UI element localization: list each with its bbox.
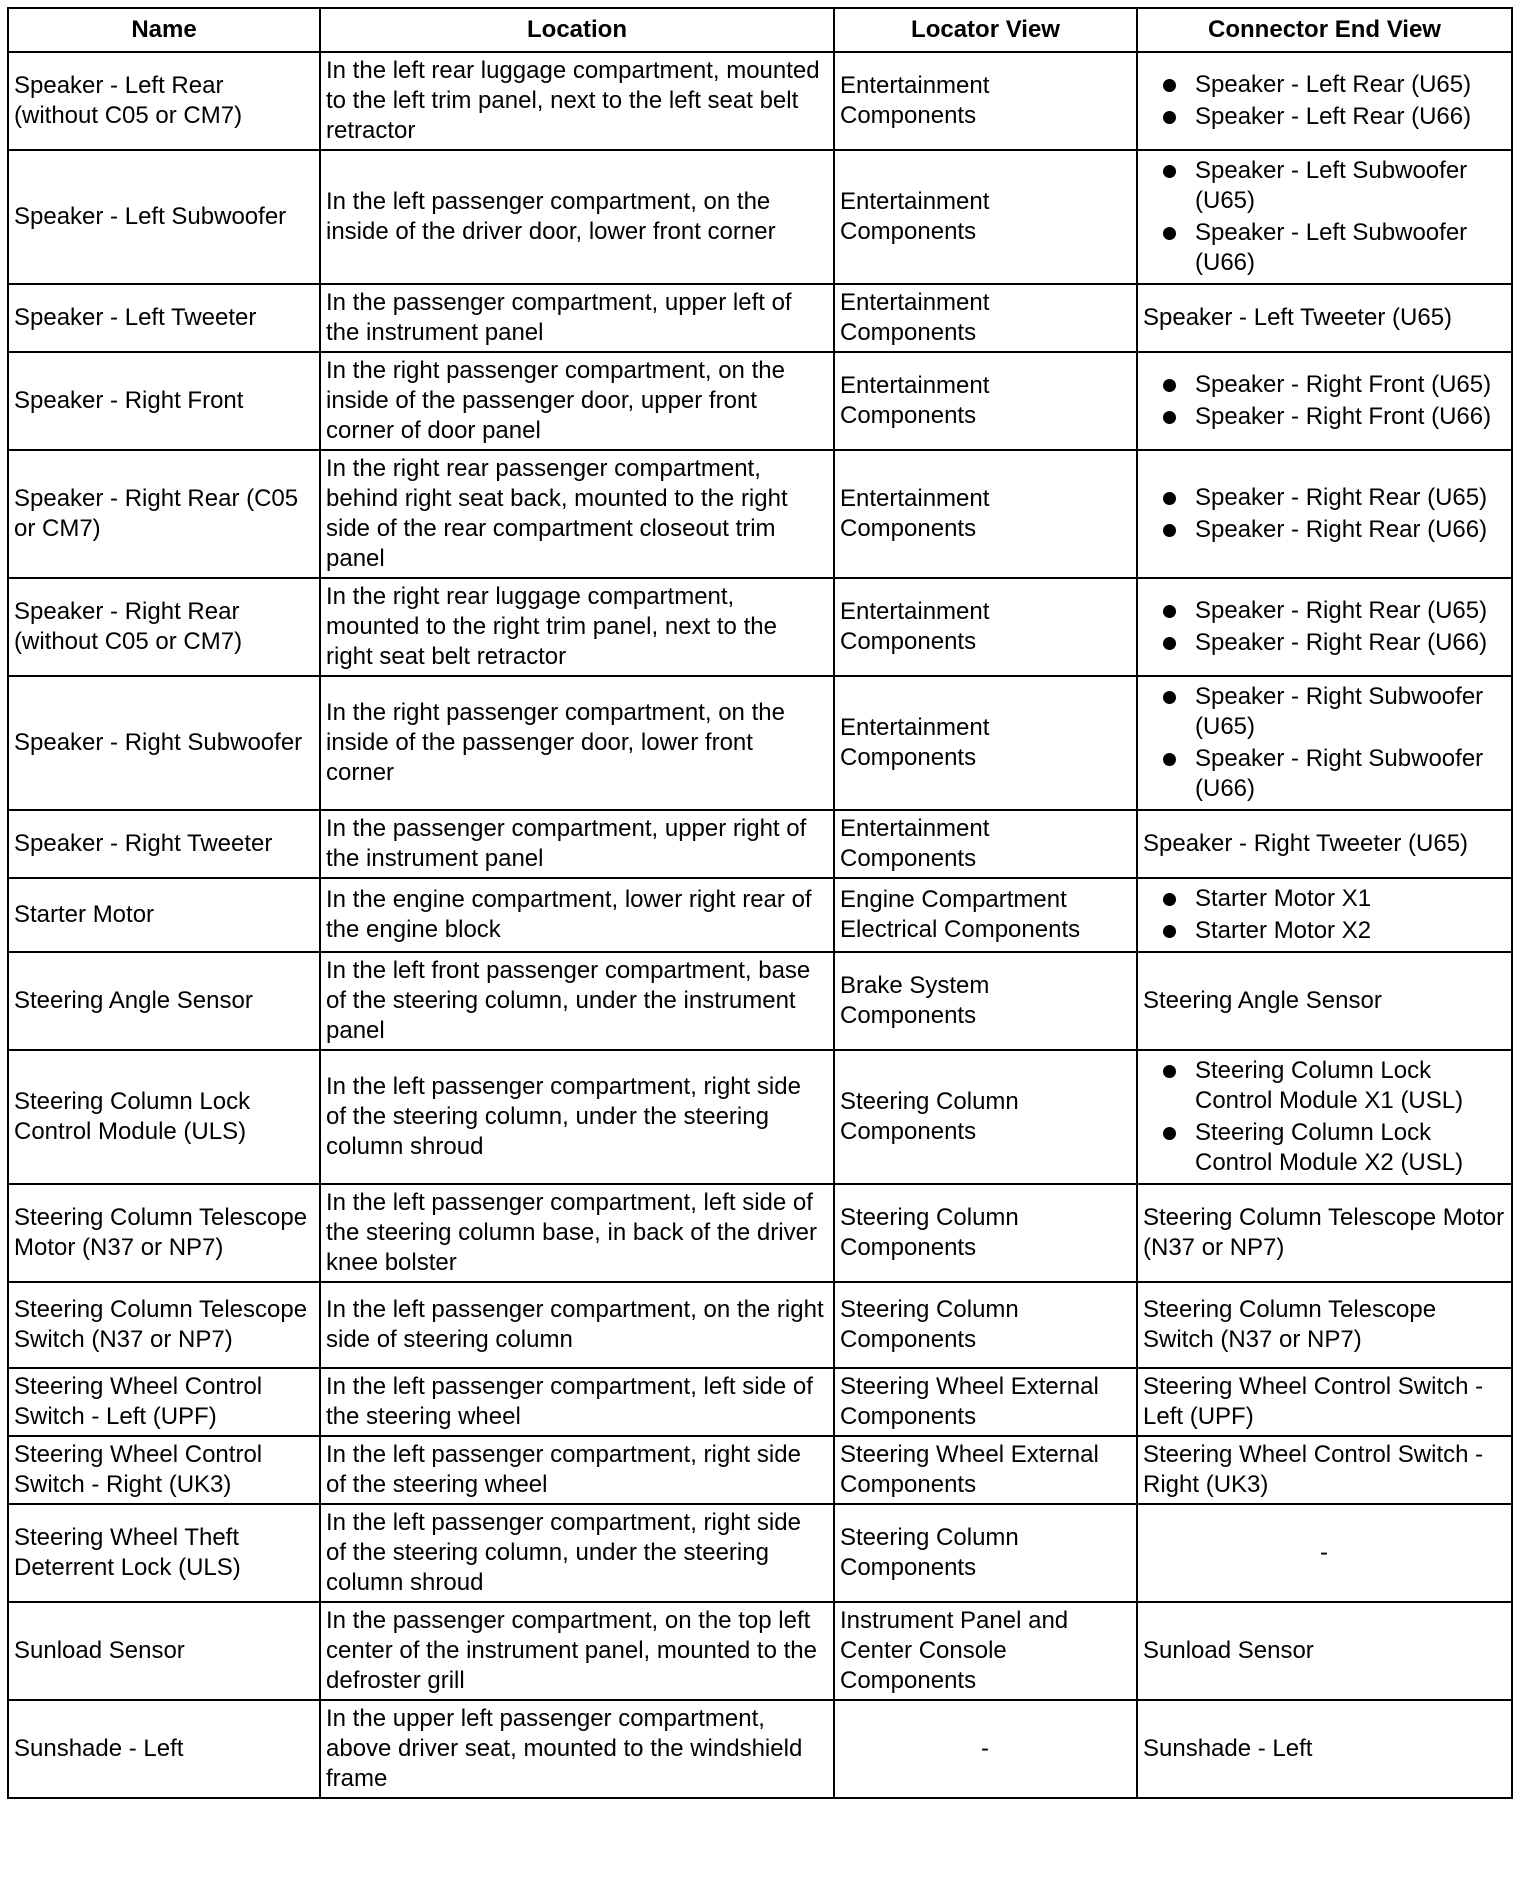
bullet-icon (1163, 925, 1176, 938)
table-row (8, 284, 1512, 352)
cell-name: Speaker - Right Rear (without C05 or CM7) (8, 578, 320, 676)
cell-location: In the right rear passenger compartment, behind right seat back, mounted to the right side of the rear compartment closeout trim panel (320, 450, 834, 578)
cell-location: In the left passenger compartment, left side of the steering column base, in back of the driver knee bolster (320, 1184, 834, 1282)
cell-name: Speaker - Left Subwoofer (8, 150, 320, 284)
connector-list-item (1143, 628, 1505, 658)
bullet-icon (1163, 637, 1176, 650)
cell-locator-view: Steering Wheel External Components (834, 1368, 1137, 1436)
connector-list-item-label: Speaker - Right Rear (U66) (1195, 516, 1488, 543)
cell-name: Speaker - Right Rear (C05 or CM7) (8, 450, 320, 578)
cell-connector-end-view (1137, 878, 1512, 952)
cell-connector-end-view: Sunload Sensor (1137, 1602, 1512, 1700)
table-row (8, 1184, 1512, 1282)
cell-name: Speaker - Right Front (8, 352, 320, 450)
table-row (8, 810, 1512, 878)
connector-list-item (1143, 916, 1505, 946)
cell-connector-end-view (1137, 1050, 1512, 1184)
bullet-icon (1163, 227, 1176, 240)
cell-location: In the left front passenger compartment, base of the steering column, under the instrument panel (320, 952, 834, 1050)
cell-connector-end-view: Speaker - Right Tweeter (U65) (1137, 810, 1512, 878)
cell-locator-view: Entertainment Components (834, 450, 1137, 578)
bullet-icon (1163, 411, 1176, 424)
component-locator-table (7, 7, 1513, 1799)
cell-name: Sunload Sensor (8, 1602, 320, 1700)
header-locator-view: Locator View (834, 8, 1137, 52)
connector-list-item-label: Speaker - Left Rear (U65) (1195, 71, 1472, 98)
connector-list-item-label: Starter Motor X2 (1195, 917, 1372, 944)
connector-list (1143, 370, 1505, 432)
connector-list (1143, 70, 1505, 132)
cell-location: In the left passenger compartment, left side of the steering wheel (320, 1368, 834, 1436)
bullet-icon (1163, 165, 1176, 178)
cell-location: In the passenger compartment, on the top left center of the instrument panel, mounted to the defroster grill (320, 1602, 834, 1700)
table-row (8, 352, 1512, 450)
cell-name: Steering Wheel Theft Deterrent Lock (ULS) (8, 1504, 320, 1602)
cell-name: Steering Column Lock Control Module (ULS) (8, 1050, 320, 1184)
connector-list (1143, 682, 1505, 804)
connector-list (1143, 596, 1505, 658)
table-row (8, 952, 1512, 1050)
connector-list-item (1143, 1118, 1505, 1178)
connector-list (1143, 156, 1505, 278)
bullet-icon (1163, 753, 1176, 766)
connector-list-item-label: Speaker - Right Rear (U65) (1195, 597, 1488, 624)
cell-location: In the right rear luggage compartment, mounted to the right trim panel, next to the right seat belt retractor (320, 578, 834, 676)
header-name: Name (8, 8, 320, 52)
bullet-icon (1163, 691, 1176, 704)
table-row (8, 578, 1512, 676)
cell-connector-end-view: Steering Angle Sensor (1137, 952, 1512, 1050)
connector-list-item (1143, 682, 1505, 742)
cell-location: In the left passenger compartment, on the inside of the driver door, lower front corner (320, 150, 834, 284)
connector-list-item (1143, 1056, 1505, 1116)
cell-locator-view: Entertainment Components (834, 578, 1137, 676)
connector-list-item (1143, 402, 1505, 432)
connector-list-item (1143, 515, 1505, 545)
table-row (8, 676, 1512, 810)
cell-locator-view: Entertainment Components (834, 352, 1137, 450)
cell-connector-end-view: - (1137, 1504, 1512, 1602)
cell-connector-end-view: Steering Wheel Control Switch - Left (UPF) (1137, 1368, 1512, 1436)
cell-connector-end-view (1137, 578, 1512, 676)
cell-name: Steering Wheel Control Switch - Left (UPF) (8, 1368, 320, 1436)
connector-list-item-label: Steering Column Lock Control Module X1 (USL) (1195, 1057, 1464, 1114)
cell-connector-end-view (1137, 450, 1512, 578)
cell-locator-view: Entertainment Components (834, 284, 1137, 352)
cell-name: Speaker - Right Tweeter (8, 810, 320, 878)
table-row (8, 52, 1512, 150)
connector-list-item (1143, 884, 1505, 914)
cell-location: In the left passenger compartment, right side of the steering column, under the steering column shroud (320, 1050, 834, 1184)
cell-location: In the engine compartment, lower right rear of the engine block (320, 878, 834, 952)
cell-locator-view: Entertainment Components (834, 52, 1137, 150)
cell-connector-end-view (1137, 150, 1512, 284)
cell-location: In the passenger compartment, upper left of the instrument panel (320, 284, 834, 352)
cell-name: Steering Column Telescope Motor (N37 or NP7) (8, 1184, 320, 1282)
table-body (8, 52, 1512, 1798)
connector-list (1143, 1056, 1505, 1178)
connector-list-item (1143, 744, 1505, 804)
table-row (8, 1504, 1512, 1602)
cell-connector-end-view (1137, 52, 1512, 150)
connector-list-item (1143, 70, 1505, 100)
bullet-icon (1163, 524, 1176, 537)
bullet-icon (1163, 492, 1176, 505)
cell-name: Steering Wheel Control Switch - Right (UK3) (8, 1436, 320, 1504)
cell-connector-end-view (1137, 676, 1512, 810)
cell-location: In the left passenger compartment, right side of the steering column, under the steering column shroud (320, 1504, 834, 1602)
bullet-icon (1163, 1127, 1176, 1140)
cell-location: In the right passenger compartment, on the inside of the passenger door, lower front corner (320, 676, 834, 810)
bullet-icon (1163, 1065, 1176, 1078)
cell-locator-view: Brake System Components (834, 952, 1137, 1050)
cell-name: Steering Column Telescope Switch (N37 or NP7) (8, 1282, 320, 1368)
cell-connector-end-view: Steering Column Telescope Switch (N37 or NP7) (1137, 1282, 1512, 1368)
connector-list-item-label: Speaker - Right Subwoofer (U66) (1195, 745, 1484, 802)
connector-list-item (1143, 102, 1505, 132)
bullet-icon (1163, 79, 1176, 92)
cell-name: Sunshade - Left (8, 1700, 320, 1798)
connector-list-item (1143, 483, 1505, 513)
table-row (8, 1700, 1512, 1798)
connector-list (1143, 483, 1505, 545)
cell-location: In the left passenger compartment, right side of the steering wheel (320, 1436, 834, 1504)
connector-list-item-label: Speaker - Left Subwoofer (U66) (1195, 219, 1468, 276)
cell-locator-view: Steering Column Components (834, 1184, 1137, 1282)
connector-list-item (1143, 596, 1505, 626)
table-row (8, 1282, 1512, 1368)
cell-location: In the passenger compartment, upper right of the instrument panel (320, 810, 834, 878)
connector-list-item-label: Steering Column Lock Control Module X2 (USL) (1195, 1119, 1464, 1176)
cell-locator-view: Instrument Panel and Center Console Components (834, 1602, 1137, 1700)
bullet-icon (1163, 893, 1176, 906)
cell-location: In the left passenger compartment, on the right side of steering column (320, 1282, 834, 1368)
cell-connector-end-view (1137, 352, 1512, 450)
cell-location: In the left rear luggage compartment, mounted to the left trim panel, next to the left seat belt retractor (320, 52, 834, 150)
connector-list-item-label: Speaker - Right Front (U66) (1195, 403, 1492, 430)
connector-list-item-label: Speaker - Right Rear (U65) (1195, 484, 1488, 511)
cell-locator-view: Entertainment Components (834, 810, 1137, 878)
connector-list-item-label: Starter Motor X1 (1195, 885, 1372, 912)
cell-name: Steering Angle Sensor (8, 952, 320, 1050)
component-locator-table-wrap (7, 7, 1511, 1799)
cell-locator-view: Steering Column Components (834, 1504, 1137, 1602)
connector-list-item-label: Speaker - Left Subwoofer (U65) (1195, 157, 1468, 214)
table-row (8, 1050, 1512, 1184)
cell-name: Speaker - Left Rear (without C05 or CM7) (8, 52, 320, 150)
connector-list-item (1143, 156, 1505, 216)
table-row (8, 150, 1512, 284)
connector-list-item-label: Speaker - Left Rear (U66) (1195, 103, 1472, 130)
header-connector-end-view: Connector End View (1137, 8, 1512, 52)
cell-locator-view: Steering Column Components (834, 1282, 1137, 1368)
cell-connector-end-view: Steering Column Telescope Motor (N37 or NP7) (1137, 1184, 1512, 1282)
bullet-icon (1163, 379, 1176, 392)
bullet-icon (1163, 605, 1176, 618)
table-row (8, 450, 1512, 578)
connector-list-item (1143, 218, 1505, 278)
cell-locator-view: Steering Column Components (834, 1050, 1137, 1184)
header-location: Location (320, 8, 834, 52)
cell-connector-end-view: Steering Wheel Control Switch - Right (UK3) (1137, 1436, 1512, 1504)
cell-connector-end-view: Speaker - Left Tweeter (U65) (1137, 284, 1512, 352)
cell-name: Starter Motor (8, 878, 320, 952)
cell-locator-view: Steering Wheel External Components (834, 1436, 1137, 1504)
header-row (8, 8, 1512, 52)
connector-list-item-label: Speaker - Right Rear (U66) (1195, 629, 1488, 656)
cell-name: Speaker - Right Subwoofer (8, 676, 320, 810)
cell-location: In the right passenger compartment, on the inside of the passenger door, upper front corner of door panel (320, 352, 834, 450)
connector-list-item (1143, 370, 1505, 400)
cell-location: In the upper left passenger compartment, above driver seat, mounted to the windshield frame (320, 1700, 834, 1798)
cell-locator-view: Engine Compartment Electrical Components (834, 878, 1137, 952)
cell-locator-view: Entertainment Components (834, 676, 1137, 810)
cell-name: Speaker - Left Tweeter (8, 284, 320, 352)
connector-list-item-label: Speaker - Right Subwoofer (U65) (1195, 683, 1484, 740)
connector-list (1143, 884, 1505, 946)
table-row (8, 1436, 1512, 1504)
table-row (8, 1368, 1512, 1436)
cell-locator-view: - (834, 1700, 1137, 1798)
table-row (8, 878, 1512, 952)
table-row (8, 1602, 1512, 1700)
cell-connector-end-view: Sunshade - Left (1137, 1700, 1512, 1798)
bullet-icon (1163, 111, 1176, 124)
cell-locator-view: Entertainment Components (834, 150, 1137, 284)
connector-list-item-label: Speaker - Right Front (U65) (1195, 371, 1492, 398)
